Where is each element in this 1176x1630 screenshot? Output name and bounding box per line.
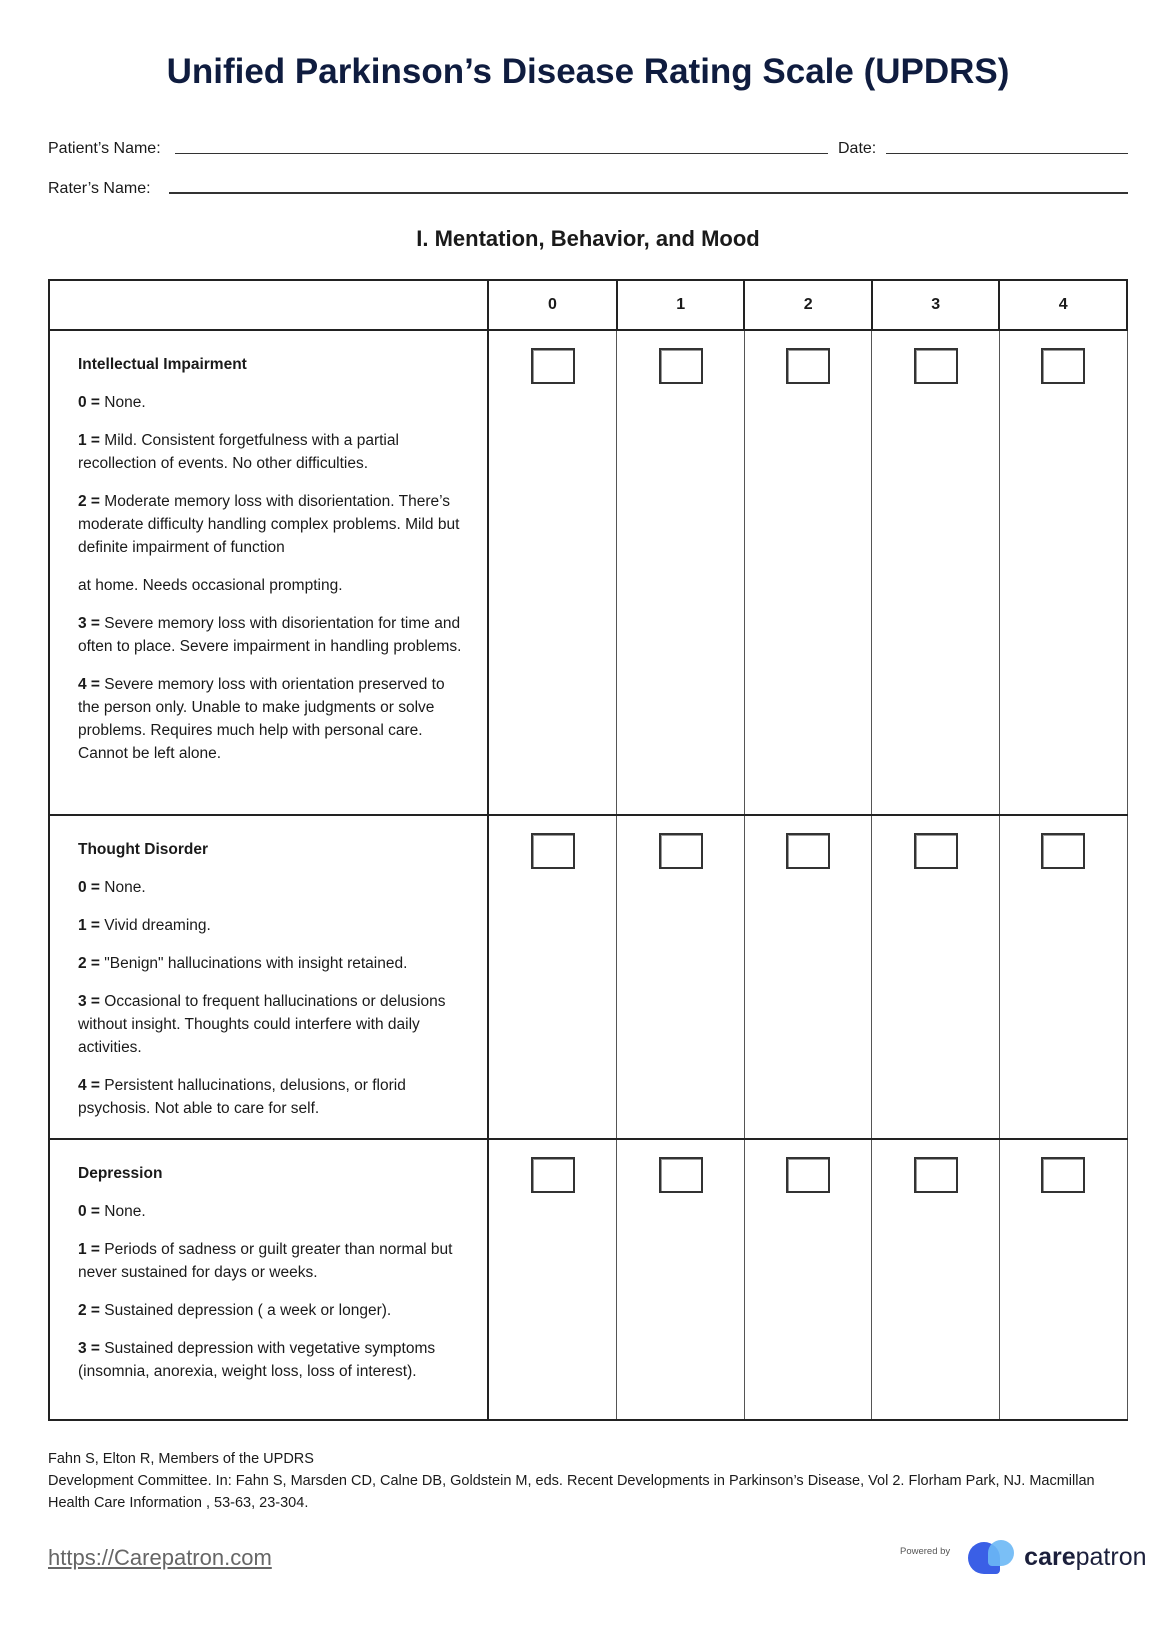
score-checkbox-1[interactable] bbox=[659, 833, 703, 869]
rating-key: 2 = bbox=[78, 1302, 100, 1319]
patient-name-label: Patient’s Name: bbox=[48, 140, 161, 157]
rating-key: 0 = bbox=[78, 394, 100, 411]
score-checkbox-2[interactable] bbox=[786, 348, 830, 384]
column-3: 3 bbox=[872, 280, 1000, 330]
score-cell bbox=[872, 815, 1000, 1139]
score-checkbox-0[interactable] bbox=[531, 1157, 575, 1193]
rating-text: Sustained depression with vegetative symptoms (insomnia, anorexia, weight loss, loss of interest). bbox=[78, 1340, 436, 1380]
rating-definition bbox=[78, 914, 467, 937]
date-label: Date: bbox=[838, 140, 877, 157]
rating-text: None. bbox=[99, 879, 146, 896]
carepatron-logo-icon bbox=[968, 1540, 1018, 1574]
score-checkbox-1[interactable] bbox=[659, 1157, 703, 1193]
brand-name bbox=[1024, 1543, 1146, 1572]
rating-text: Severe memory loss with orientation preserved to the person only. Unable to make judgments or solve problems. Requires much help with personal care. Cannot be left alone. bbox=[78, 676, 445, 762]
score-cell bbox=[872, 330, 1000, 815]
score-cell bbox=[617, 1139, 745, 1420]
rating-definition bbox=[78, 952, 467, 975]
score-cell bbox=[617, 815, 745, 1139]
score-checkbox-1[interactable] bbox=[659, 348, 703, 384]
score-checkbox-3[interactable] bbox=[914, 1157, 958, 1193]
rating-text: None. bbox=[99, 394, 146, 411]
rating-text: "Benign" hallucinations with insight retained. bbox=[99, 955, 408, 972]
carepatron-brand bbox=[900, 1540, 1147, 1574]
score-cell bbox=[872, 1139, 1000, 1420]
rating-definition bbox=[78, 990, 467, 1059]
reference bbox=[48, 1448, 1138, 1514]
item-description bbox=[49, 330, 488, 815]
column-0: 0 bbox=[488, 280, 617, 330]
rating-key: 2 = bbox=[78, 493, 100, 510]
score-checkbox-2[interactable] bbox=[786, 1157, 830, 1193]
score-cell bbox=[999, 1139, 1127, 1420]
rating-key: 1 = bbox=[78, 1241, 100, 1258]
rating-definition bbox=[78, 490, 467, 559]
rating-text: Occasional to frequent hallucinations or delusions without insight. Thoughts could interfere with daily activities. bbox=[78, 993, 446, 1056]
score-checkbox-3[interactable] bbox=[914, 833, 958, 869]
rating-definition bbox=[78, 876, 467, 899]
score-checkbox-4[interactable] bbox=[1041, 833, 1085, 869]
table-row bbox=[49, 330, 1127, 815]
score-cell bbox=[488, 1139, 617, 1420]
rating-key: 3 = bbox=[78, 615, 100, 632]
score-checkbox-3[interactable] bbox=[914, 348, 958, 384]
brand-bold: care bbox=[1024, 1542, 1076, 1571]
column-1: 1 bbox=[617, 280, 745, 330]
rating-text: Moderate memory loss with disorientation. There’s moderate difficulty handling complex problems. Mild but definite impairment of function bbox=[78, 493, 460, 556]
rating-key: 3 = bbox=[78, 1340, 100, 1357]
rating-key: 4 = bbox=[78, 676, 100, 693]
powered-by-label: Powered by bbox=[900, 1545, 951, 1557]
date-field[interactable] bbox=[838, 140, 1128, 158]
score-checkbox-4[interactable] bbox=[1041, 1157, 1085, 1193]
rating-definition bbox=[78, 429, 467, 475]
rating-text: Sustained depression ( a week or longer). bbox=[99, 1302, 392, 1319]
score-cell bbox=[488, 815, 617, 1139]
rating-text: Vivid dreaming. bbox=[99, 917, 211, 934]
rating-key: 1 = bbox=[78, 917, 100, 934]
rating-definition bbox=[78, 673, 467, 765]
rating-text: Severe memory loss with disorientation for time and often to place. Severe impairment in handling problems. bbox=[78, 615, 462, 655]
item-description bbox=[49, 815, 488, 1139]
rater-name-field[interactable] bbox=[48, 180, 1128, 198]
score-checkbox-2[interactable] bbox=[786, 833, 830, 869]
item-heading: Intellectual Impairment bbox=[78, 356, 247, 373]
rating-definition bbox=[78, 1299, 467, 1322]
header-blank bbox=[49, 280, 488, 330]
score-cell bbox=[999, 330, 1127, 815]
rating-text: Persistent hallucinations, delusions, or florid psychosis. Not able to care for self. bbox=[78, 1077, 406, 1117]
item-heading: Thought Disorder bbox=[78, 841, 209, 858]
rating-key: 0 = bbox=[78, 879, 100, 896]
carepatron-link[interactable]: https://Carepatron.com bbox=[48, 1545, 272, 1570]
rating-key: 4 = bbox=[78, 1077, 100, 1094]
rating-text: Periods of sadness or guilt greater than normal but never sustained for days or weeks. bbox=[78, 1241, 453, 1281]
score-cell bbox=[744, 815, 872, 1139]
item-description bbox=[49, 1139, 488, 1420]
table-row bbox=[49, 815, 1127, 1139]
rating-key: 2 = bbox=[78, 955, 100, 972]
rating-definition bbox=[78, 1337, 467, 1383]
item-heading: Depression bbox=[78, 1165, 163, 1182]
rating-table bbox=[48, 279, 1128, 1421]
reference-line-1: Fahn S, Elton R, Members of the UPDRS bbox=[48, 1451, 314, 1467]
rating-definition bbox=[78, 1200, 467, 1223]
rater-name-label: Rater’s Name: bbox=[48, 180, 151, 197]
rating-definition bbox=[78, 1074, 467, 1120]
score-checkbox-0[interactable] bbox=[531, 348, 575, 384]
reference-line-2: Development Committee. In: Fahn S, Marsden CD, Calne DB, Goldstein M, eds. Recent Developments in Parkinson’s Disease, Vol 2. Florham Park, NJ. Macmillan Health Care Information , 53-63, 23-304. bbox=[48, 1473, 1095, 1511]
rating-definition bbox=[78, 574, 467, 597]
rating-text: at home. Needs occasional prompting. bbox=[78, 577, 343, 594]
rating-key: 3 = bbox=[78, 993, 100, 1010]
column-4: 4 bbox=[999, 280, 1127, 330]
score-checkbox-4[interactable] bbox=[1041, 348, 1085, 384]
table-header bbox=[49, 280, 1127, 330]
score-cell bbox=[744, 1139, 872, 1420]
score-cell bbox=[744, 330, 872, 815]
section-heading: I. Mentation, Behavior, and Mood bbox=[416, 226, 760, 251]
rating-definition bbox=[78, 612, 467, 658]
rating-text: None. bbox=[99, 1203, 146, 1220]
rating-key: 1 = bbox=[78, 432, 100, 449]
rating-definition bbox=[78, 391, 467, 414]
page-title: Unified Parkinson’s Disease Rating Scale (UPDRS) bbox=[166, 52, 1010, 91]
patient-name-field[interactable] bbox=[48, 140, 828, 158]
table-row bbox=[49, 1139, 1127, 1420]
rating-text: Mild. Consistent forgetfulness with a partial recollection of events. No other difficulties. bbox=[78, 432, 399, 472]
score-cell bbox=[999, 815, 1127, 1139]
rating-definition bbox=[78, 1238, 467, 1284]
score-cell bbox=[488, 330, 617, 815]
rating-key: 0 = bbox=[78, 1203, 100, 1220]
brand-rest: patron bbox=[1075, 1542, 1147, 1571]
score-checkbox-0[interactable] bbox=[531, 833, 575, 869]
column-2: 2 bbox=[744, 280, 872, 330]
score-cell bbox=[617, 330, 745, 815]
